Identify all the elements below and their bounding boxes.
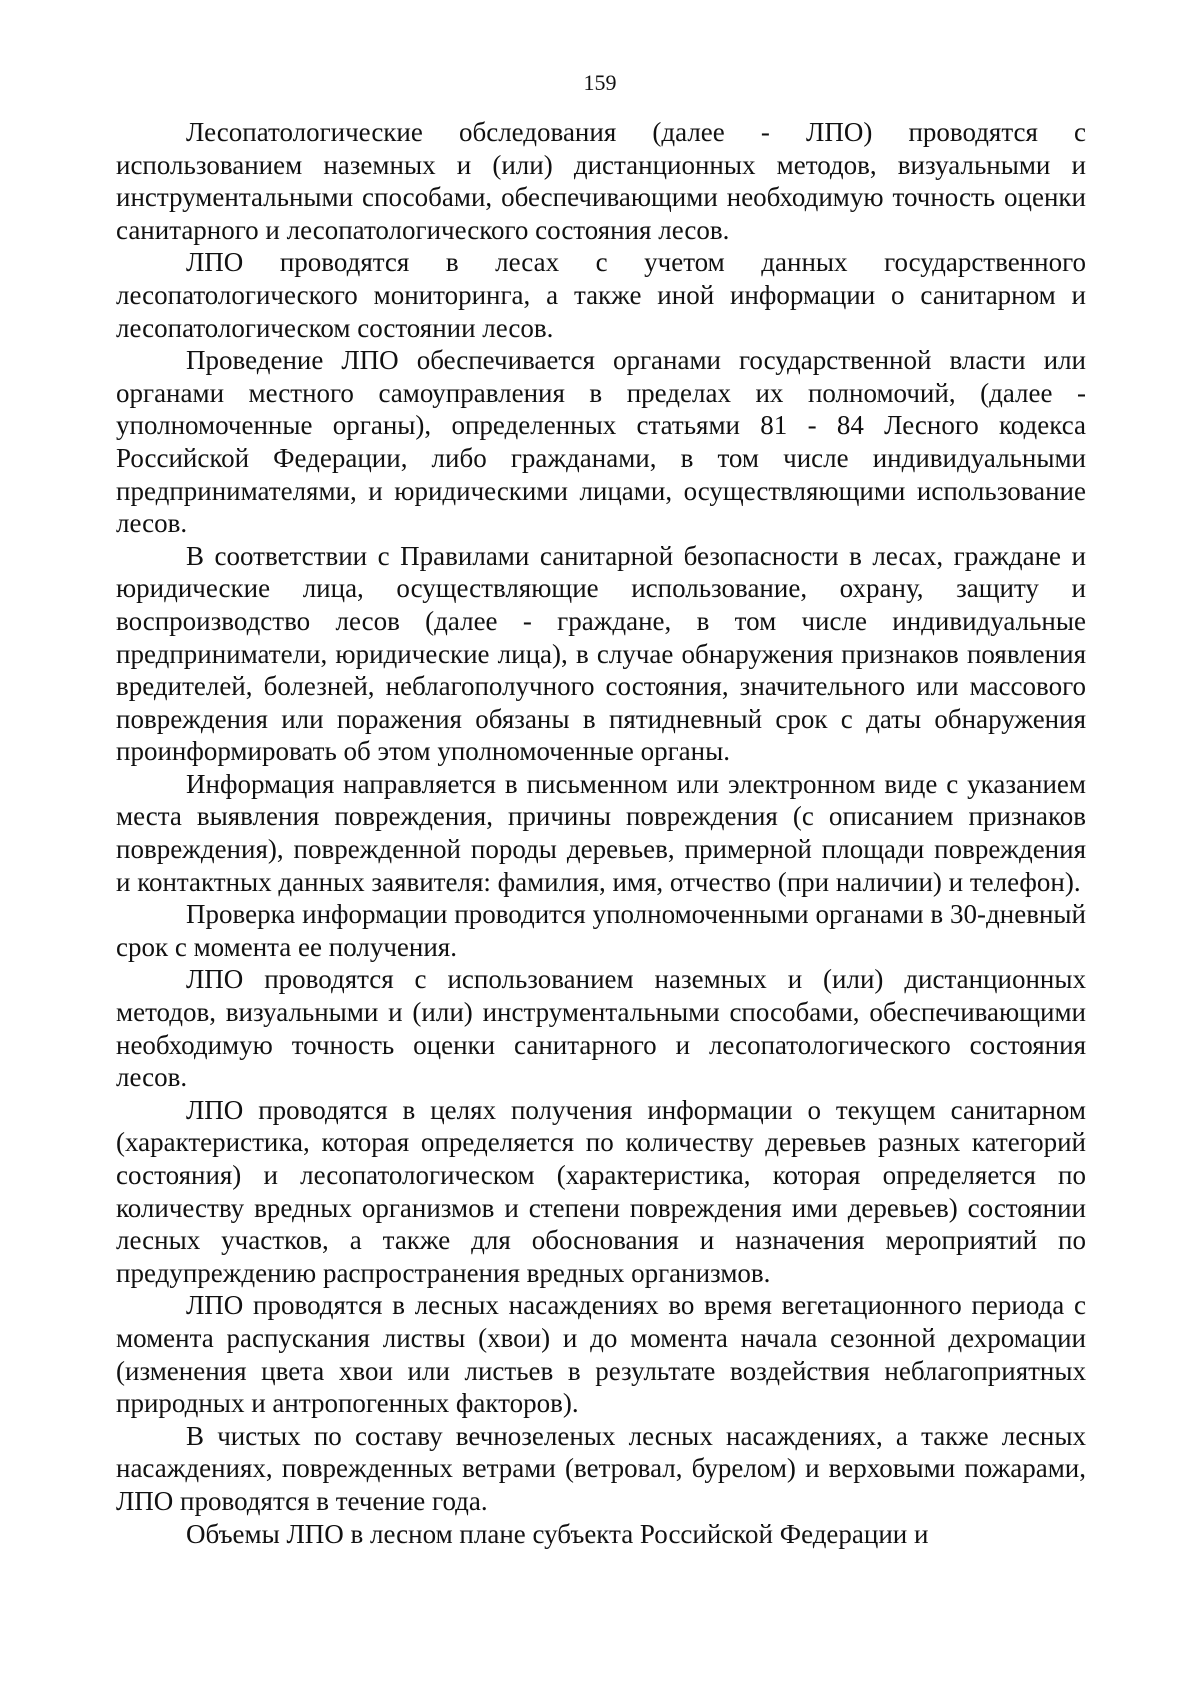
- paragraph: В соответствии с Правилами санитарной безопасности в лесах, граждане и юридические лица, осуществляющие использование, охрану, защиту и воспроизводство лесов (далее - граждане, в том числе индивидуальные предприниматели, юридические лица), в случае обнаружения признаков появления вредителей, болезней, неблагополучного состояния, значительного или массового повреждения или поражения обязаны в пятидневный срок с даты обнаружения проинформировать об этом уполномоченные органы.: [116, 540, 1086, 767]
- document-body: [116, 116, 1086, 1550]
- paragraph: Лесопатологические обследования (далее - ЛПО) проводятся с использованием наземных и (или) дистанционных методов, визуальными и инструментальными способами, обеспечивающими необходимую точность оценки санитарного и лесопатологического состояния лесов.: [116, 117, 1086, 245]
- paragraph: ЛПО проводятся в лесах с учетом данных государственного лесопатологического мониторинга, а также иной информации о санитарном и лесопатологическом состоянии лесов.: [116, 247, 1086, 343]
- paragraph: Информация направляется в письменном или электронном виде с указанием места выявления повреждения, причины повреждения (с описанием признаков повреждения), поврежденной породы деревьев, примерной площади повреждения и контактных данных заявителя: фамилия, имя, отчество (при наличии) и телефон).: [116, 768, 1086, 897]
- paragraph: В чистых по составу вечнозеленых лесных насаждениях, а также лесных насаждениях, поврежденных ветрами (ветровал, бурелом) и верховыми пожарами, ЛПО проводятся в течение года.: [116, 1420, 1086, 1516]
- paragraph: Объемы ЛПО в лесном плане субъекта Российской Федерации и: [186, 1518, 929, 1549]
- paragraph: ЛПО проводятся в целях получения информации о текущем санитарном (характеристика, которая определяется по количеству деревьев разных категорий состояния) и лесопатологическом (характеристика, которая определяется по количеству вредных организмов и степени повреждения ими деревьев) состоянии лесных участков, а также для обоснования и назначения мероприятий по предупреждению распространения вредных организмов.: [116, 1094, 1086, 1288]
- paragraph: Проведение ЛПО обеспечивается органами государственной власти или органами местного самоуправления в пределах их полномочий, (далее - уполномоченные органы), определенных статьями 81 - 84 Лесного кодекса Российской Федерации, либо гражданами, в том числе индивидуальными предпринимателями, и юридическими лицами, осуществляющими использование лесов.: [116, 345, 1086, 539]
- page-number: 159: [583, 70, 617, 95]
- paragraph: ЛПО проводятся в лесных насаждениях во время вегетационного периода с момента распускания листвы (хвои) и до момента начала сезонной дехромации (изменения цвета хвои или листьев в результате воздействия неблагоприятных природных и антропогенных факторов).: [116, 1290, 1086, 1419]
- paragraph: ЛПО проводятся с использованием наземных и (или) дистанционных методов, визуальными и (или) инструментальными способами, обеспечивающими необходимую точность оценки санитарного и лесопатологического состояния лесов.: [116, 964, 1086, 1093]
- paragraph: Проверка информации проводится уполномоченными органами в 30-дневный срок с момента ее получения.: [116, 899, 1086, 962]
